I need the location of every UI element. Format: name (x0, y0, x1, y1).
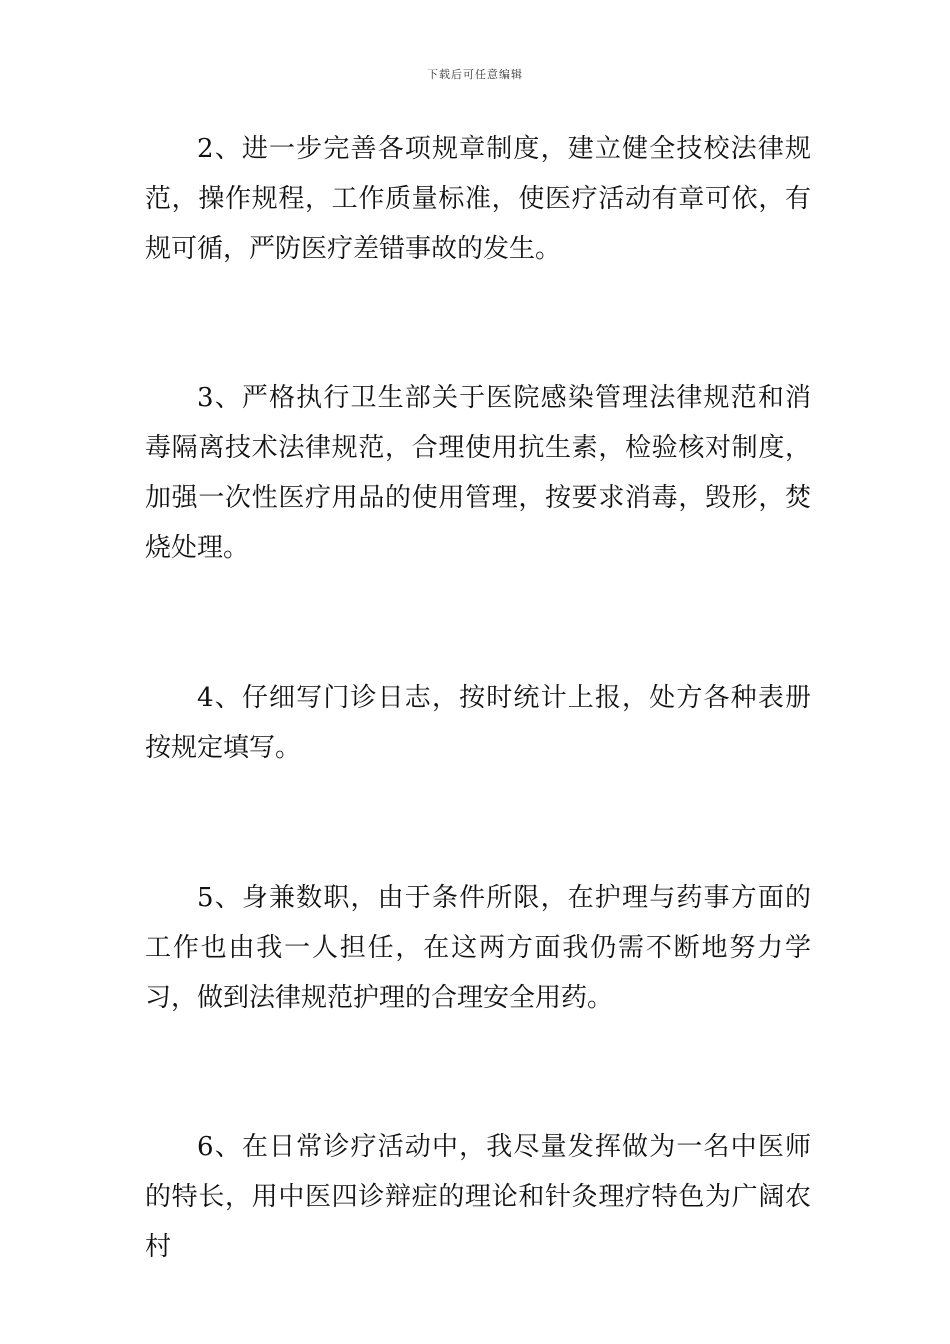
paragraph-item-5: 5、身兼数职，由于条件所限，在护理与药事方面的工作也由我一人担任，在这两方面我仍需不断地努力学习，做到法律规范护理的合理安全用药。 (145, 883, 811, 1013)
paragraph-item-3: 3、严格执行卫生部关于医院感染管理法律规范和消毒隔离技术法律规范，合理使用抗生素，检验核对制度，加强一次性医疗用品的使用管理，按要求消毒，毁形，焚烧处理。 (145, 383, 811, 563)
header-note: 下载后可任意编辑 (427, 68, 523, 81)
paragraph-item-6: 6、在日常诊疗活动中，我尽量发挥做为一名中医师的特长，用中医四诊辩症的理论和针灸理疗特色为广阔农村 (145, 1132, 811, 1262)
paragraph-item-4: 4、仔细写门诊日志，按时统计上报，处方各种表册按规定填写。 (145, 683, 811, 763)
paragraph-item-2: 2、进一步完善各项规章制度，建立健全技校法律规范，操作规程，工作质量标准，使医疗活动有章可依，有规可循，严防医疗差错事故的发生。 (145, 134, 811, 264)
